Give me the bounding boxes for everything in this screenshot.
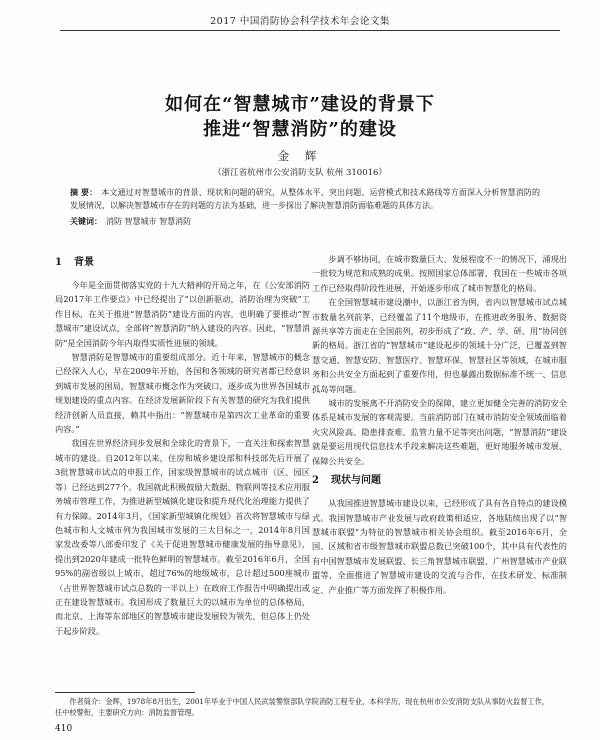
section-2-title: 现状与问题 bbox=[330, 475, 381, 487]
paragraph: 智慧消防是智慧城市的重要组成部分。近十年来，智慧城市的概念已经深入人心，早在2009年开始，各国和各领域的研究者都已经意识到城市发展的困局，智慧城市概念作为突破口，逐步成为世界各国城市规划建设的重点内容。在经济发展新阶段下有关智慧的研究为我们提供经济创新人员直接，赖其中指出：“智慧城市是第四次工业革命的重要内容。” bbox=[55, 352, 310, 435]
running-head: 2017 中国消防协会科学技术年会论文集 bbox=[210, 16, 390, 27]
section-1-title: 背景 bbox=[73, 257, 94, 268]
footnote-rule bbox=[55, 692, 195, 693]
header-rule bbox=[60, 30, 560, 31]
keywords-label: 关键词： bbox=[70, 216, 102, 226]
author: 金 辉 bbox=[277, 149, 323, 163]
paragraph: 今年是全面贯彻落实党的十九大精神的开局之年，在《公安部消防局2017年工作要点》中已经提出了“以创新驱动，消防治理为突破”工作目标，在关于推进“智慧消防”建设方面的内容，也明确了要推动“智慧城市”建设试点，全部将“智慧消防”纳入建设的内容。因此，“智慧消防”是全国消防今年内取得实质性进展的领域。 bbox=[55, 280, 310, 348]
right-column bbox=[312, 252, 567, 597]
abstract-label: 摘 要： bbox=[70, 187, 98, 197]
paragraph: 我国在世界经济同步发展和全球化的背景下，一直关注和探索智慧城市的建设。自2012年以来，住房和城乡建设部和科技部先后开展了3批智慧城市试点的申报工作，国家级智慧城市的试点城市（区、园区等）已经达到277个。我国就此积极鼓励大数据、物联网等技术应用服务城市管理工作，为推进新型城镇化建设和提升现代化治理能力提供了有力保障。2014年3月，《国家新型城镇化规划》首次将智慧城市与绿色城市和人文城市列为我国城市发展的三大目标之一，2014年8月国家发改委等八部委印发了《关于促进智慧城市健康发展的指导意见》，提出到2020年建成一批特色鲜明的智慧城市。截至2016年6月，全国95%的副省级以上城市、超过76%的地级城市，总计超过500座城市（占世界智慧城市试点总数的一半以上）在政府工作报告中明确提出或正在建设智慧城市。我国形成了数量巨大的以城市为单位的总体格局，而北京、上海等东部地区的智慧城市建设发展较为领先，但总体上仍处于起步阶段。 bbox=[55, 438, 310, 636]
section-2-heading bbox=[312, 474, 567, 488]
title-line-2: 推进“智慧消防”的建设 bbox=[203, 119, 397, 140]
left-column bbox=[55, 250, 310, 638]
paragraph: 步调不够协同，在城市数量巨大、发展程度不一的情况下，涌现出一批较为规范和成熟的成果。按照国家总体部署，我国在一些城市各项工作已经取得阶段性进展，开始逐步形成了城市智慧化的格局。 bbox=[312, 254, 567, 293]
section-2-number: 2 bbox=[312, 475, 319, 487]
section-1-heading bbox=[55, 256, 310, 270]
abstract-text: 本文通过对智慧城市的背景、现状和问题的研究，从整体水平、突出问题、运营模式和技术路线等方面深入分析智慧消防的发展情况，以解决智慧城市存在的问题的方法为基础，进一步探出了解决智慧消防面临难题的具体方法。 bbox=[70, 188, 540, 210]
page-number: 410 bbox=[55, 724, 73, 734]
title-line-1: 如何在“智慧城市”建设的背景下 bbox=[165, 94, 435, 115]
affiliation: （浙江省杭州市公安消防支队 杭州 310016） bbox=[213, 168, 387, 178]
paragraph: 从我国推进智慧城市建设以来，已经形成了具有各自特点的建设模式。我国智慧城市产业发展与政府政策相适应，各地陆续出现了以“智慧城市联盟”为特征的智慧城市相关协会组织。截至2016年6月，全国、区域和省市级智慧城市联盟总数已突破100个，其中具有代表性的有中国智慧城市发展联盟、长三角智慧城市联盟、广州智慧城市产业联盟等，全面推进了智慧城市建设的交流与合作，在技术研发、标准制定、产业推广等方面发挥了积极作用。 bbox=[312, 498, 567, 595]
abstract bbox=[70, 186, 540, 212]
paragraph: 城市的发展离不开消防安全的保障，建立更加健全完善的消防安全体系是城市发展的客观需要。当前消防部门在城市消防安全领域面临着火灾风险高、隐患排查难、监管力量不足等突出问题，“智慧消防”建设就是要运用现代信息技术手段来解决这些难题，更好地服务城市发展、保障公共安全。 bbox=[312, 398, 567, 466]
keywords bbox=[70, 216, 540, 227]
section-1-number: 1 bbox=[55, 257, 62, 268]
keywords-text: 消防 智慧城市 智慧消防 bbox=[106, 217, 192, 226]
footnote: 作者简介：金辉，1978年8月出生，2001年毕业于中国人民武装警察部队学院消防工程专业，本科学历，现在杭州市公安消防支队从事防火监督工作，任中校警衔，主要研究方向：消防监督管理。 bbox=[55, 697, 549, 717]
paragraph: 在全国智慧城市建设潮中，以浙江省为例，省内以智慧城市试点城市数量名列前茅，已经覆盖了11个地级市，在推进政务服务、数据资源共享等方面走在全国前列，初步形成了“政、产、学、研、用”协同创新的格局。浙江省的“智慧城市”建设起步的领域十分广泛，已覆盖到智慧交通、智慧安防、智慧医疗、智慧环保、智慧社区等领域，在城市服务和公共安全方面起到了重要作用，但也暴露出数据标准不统一、信息孤岛等问题。 bbox=[312, 297, 567, 394]
